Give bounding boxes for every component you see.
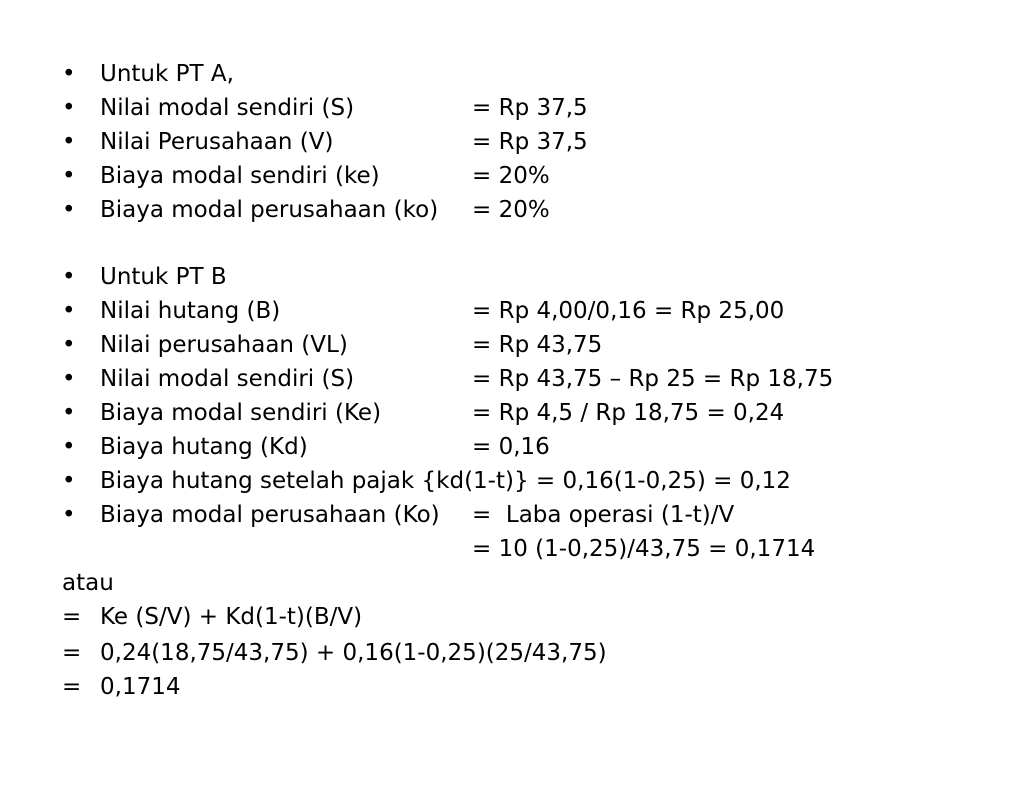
equation-text: Ke (S/V) + Kd(1-t)(B/V) xyxy=(100,604,363,630)
row-label: Biaya modal perusahaan (ko) xyxy=(100,197,439,223)
row-label: Nilai modal sendiri (S) xyxy=(100,95,355,121)
continuation-line xyxy=(62,533,816,565)
ko-value-2: = 10 (1-0,25)/43,75 = 0,1714 xyxy=(472,536,816,562)
row-label: Biaya modal sendiri (Ke) xyxy=(100,400,382,426)
ko-value-1: = Laba operasi (1-t)/V xyxy=(472,502,735,528)
equals-sign: = xyxy=(62,604,82,630)
bullet-icon: • xyxy=(62,298,76,324)
list-item xyxy=(62,92,588,124)
equation-text: 0,1714 xyxy=(100,674,181,700)
row-value: = Rp 43,75 – Rp 25 = Rp 18,75 xyxy=(472,366,834,392)
bullet-icon: • xyxy=(62,163,76,189)
bullet-icon: • xyxy=(62,434,76,460)
equation-text: 0,24(18,75/43,75) + 0,16(1-0,25)(25/43,75) xyxy=(100,640,607,666)
bullet-icon: • xyxy=(62,264,76,290)
list-item xyxy=(62,397,785,429)
equals-sign: = xyxy=(62,674,82,700)
equation-line xyxy=(62,637,607,669)
list-item xyxy=(62,194,550,226)
bullet-icon: • xyxy=(62,468,76,494)
bullet-icon: • xyxy=(62,197,76,223)
row-value: = Rp 4,5 / Rp 18,75 = 0,24 xyxy=(472,400,785,426)
row-value: = Rp 37,5 xyxy=(472,129,588,155)
row-value: = 20% xyxy=(472,163,550,189)
bullet-icon: • xyxy=(62,129,76,155)
row-label: Nilai Perusahaan (V) xyxy=(100,129,334,155)
list-item xyxy=(62,160,550,192)
list-item xyxy=(62,126,588,158)
bullet-icon: • xyxy=(62,400,76,426)
section-b-title: Untuk PT B xyxy=(100,264,227,290)
list-item xyxy=(62,431,550,463)
after-tax-line: Biaya hutang setelah pajak {kd(1-t)} = 0,16(1-0,25) = 0,12 xyxy=(100,468,791,494)
list-item xyxy=(62,261,227,293)
list-item xyxy=(62,295,785,327)
bullet-icon: • xyxy=(62,502,76,528)
row-label: Biaya modal sendiri (ke) xyxy=(100,163,380,189)
equation-line xyxy=(62,601,363,633)
alternative-intro: atau xyxy=(62,570,114,596)
row-value: = 20% xyxy=(472,197,550,223)
bullet-icon: • xyxy=(62,332,76,358)
row-label: Nilai modal sendiri (S) xyxy=(100,366,355,392)
row-label: Nilai hutang (B) xyxy=(100,298,281,324)
row-label: Nilai perusahaan (VL) xyxy=(100,332,348,358)
equation-line xyxy=(62,671,181,703)
ko-label: Biaya modal perusahaan (Ko) xyxy=(100,502,440,528)
list-item xyxy=(62,363,834,395)
bullet-icon: • xyxy=(62,366,76,392)
bullet-icon: • xyxy=(62,95,76,121)
list-item xyxy=(62,58,234,90)
list-item xyxy=(62,499,735,531)
alternative-intro-line xyxy=(62,567,114,599)
section-a-title: Untuk PT A, xyxy=(100,61,234,87)
row-value: = 0,16 xyxy=(472,434,550,460)
list-item xyxy=(62,329,603,361)
row-value: = Rp 4,00/0,16 = Rp 25,00 xyxy=(472,298,785,324)
bullet-icon: • xyxy=(62,61,76,87)
equals-sign: = xyxy=(62,640,82,666)
row-value: = Rp 43,75 xyxy=(472,332,603,358)
list-item xyxy=(62,465,791,497)
row-label: Biaya hutang (Kd) xyxy=(100,434,308,460)
row-value: = Rp 37,5 xyxy=(472,95,588,121)
